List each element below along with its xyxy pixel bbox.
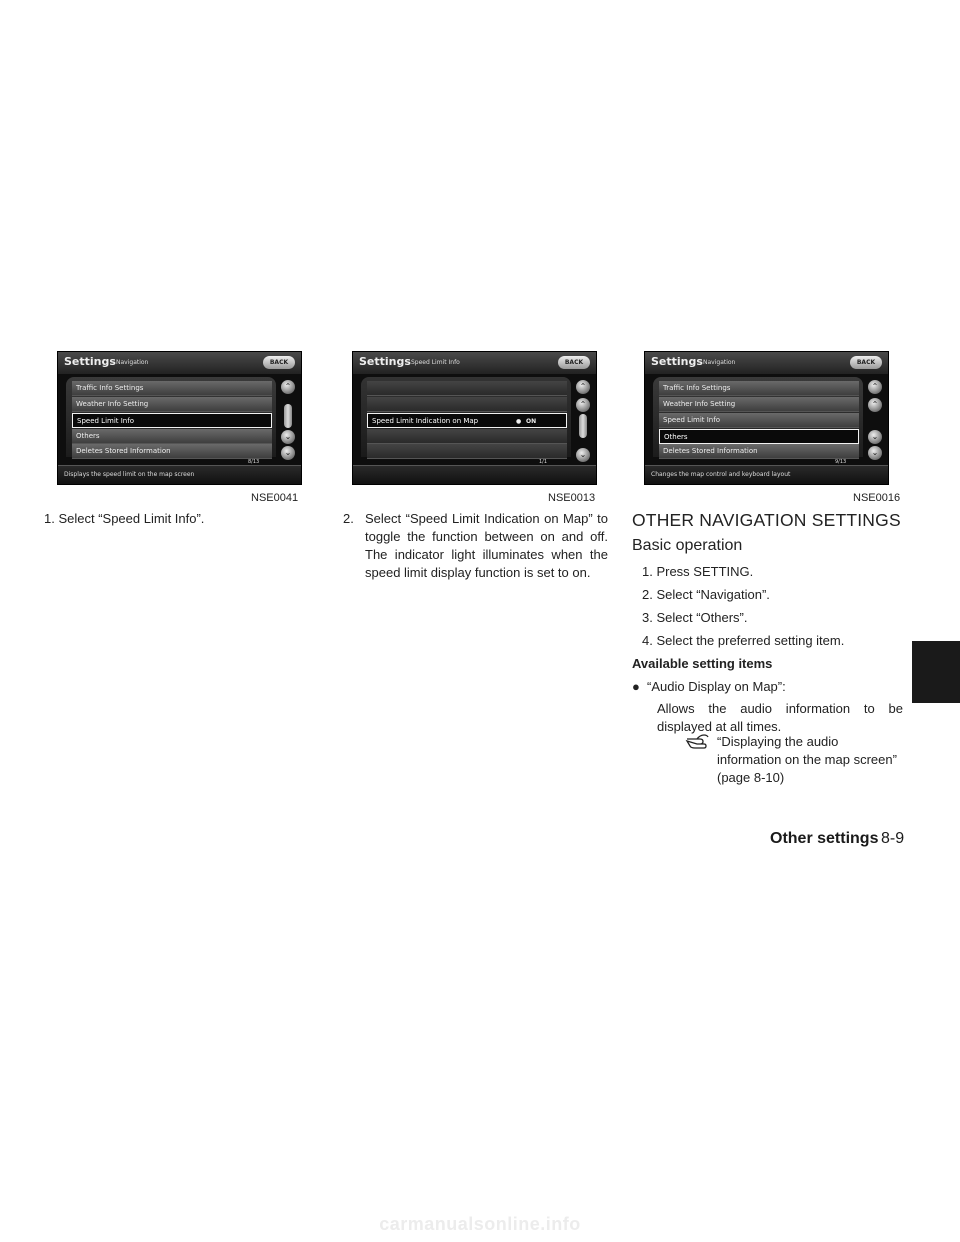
basic-step: 3. Select “Others”.	[642, 610, 748, 625]
menu-item: Deletes Stored Information	[659, 444, 859, 459]
figure-screenshot-2	[352, 351, 597, 485]
screen-title: Settings	[651, 355, 703, 368]
step-2-text: Select “Speed Limit Indication on Map” to toggle the function between on and off. The indicator light illuminates when the speed limit display function is set to on.	[365, 511, 608, 580]
screen-header	[58, 352, 301, 374]
figure-label-2: NSE0013	[548, 492, 596, 504]
screen-title: Settings	[64, 355, 116, 368]
screen-header	[645, 352, 888, 374]
menu-item: Traffic Info Settings	[659, 381, 859, 396]
scroll-down-icon: ⌄	[576, 448, 590, 462]
scroll-up-icon: ⌃	[868, 380, 882, 394]
empty-row	[367, 397, 567, 412]
screen-footer	[58, 459, 301, 484]
toggle-indicator-icon: ●	[516, 418, 522, 425]
toggle-label: ON	[526, 418, 537, 425]
footer-section-title: Other settings	[770, 830, 879, 847]
screen-subtitle: Navigation	[703, 359, 736, 366]
scrollbar	[579, 414, 587, 438]
screen-footer	[645, 459, 888, 484]
step-1: 1. Select “Speed Limit Info”.	[44, 511, 205, 526]
empty-row	[367, 381, 567, 396]
page-indicator: 1/1	[539, 459, 548, 465]
menu-item-selected: Others	[659, 429, 859, 444]
footer-page-number: 8-9	[881, 830, 905, 847]
menu-item: Speed Limit Info	[659, 413, 859, 428]
menu-item: Weather Info Setting	[72, 397, 272, 412]
scroll-down-icon: ⌄	[868, 430, 882, 444]
screen-title: Settings	[359, 355, 411, 368]
scroll-bottom-icon: ⌄	[868, 446, 882, 460]
bullet-label: “Audio Display on Map”:	[647, 679, 786, 694]
page-indicator: 8/13	[248, 459, 260, 465]
cross-reference: “Displaying the audio information on the map screen” (page 8-10)	[717, 734, 897, 785]
screen-subtitle: Navigation	[116, 359, 149, 366]
step-2-number: 2.	[343, 511, 354, 526]
menu-item: Traffic Info Settings	[72, 381, 272, 396]
figure-screenshot-3	[644, 351, 889, 485]
menu-item: Weather Info Setting	[659, 397, 859, 412]
back-button: BACK	[558, 356, 590, 369]
basic-step: 1. Press SETTING.	[642, 564, 754, 579]
page-indicator: 9/13	[835, 459, 847, 465]
figure-screenshot-1	[57, 351, 302, 485]
empty-row	[367, 429, 567, 444]
menu-item-selected	[367, 413, 567, 428]
scroll-up-icon: ⌃	[576, 398, 590, 412]
bullet-description: Allows the audio information to be displayed at all times.	[657, 701, 903, 734]
empty-row	[367, 444, 567, 459]
back-button: BACK	[850, 356, 882, 369]
screen-footer	[353, 459, 596, 484]
back-button: BACK	[263, 356, 295, 369]
reference-pointer-icon	[685, 732, 711, 752]
menu-item: Others	[72, 429, 272, 444]
scroll-up-icon: ⌃	[281, 380, 295, 394]
screen-subtitle: Speed Limit Info	[411, 359, 460, 366]
screen-description: Changes the map control and keyboard layout	[651, 471, 791, 478]
menu-item-selected: Speed Limit Info	[72, 413, 272, 428]
subsection-heading: Basic operation	[632, 537, 743, 554]
figure-label-1: NSE0041	[251, 492, 299, 504]
basic-step: 4. Select the preferred setting item.	[642, 633, 845, 648]
scroll-up-icon: ⌃	[868, 398, 882, 412]
scrollbar	[284, 404, 292, 428]
basic-step: 2. Select “Navigation”.	[642, 587, 770, 602]
figure-label-3: NSE0016	[853, 492, 901, 504]
menu-item: Deletes Stored Information	[72, 444, 272, 459]
menu-item-label: Speed Limit Indication on Map	[372, 417, 479, 425]
screen-description: Displays the speed limit on the map screen	[64, 471, 195, 478]
bullet-icon: ●	[632, 679, 640, 694]
items-heading: Available setting items	[632, 656, 773, 671]
chapter-tab-marker	[912, 641, 960, 703]
screen-header	[353, 352, 596, 374]
watermark: carmanualsonline.info	[379, 1214, 581, 1234]
scroll-down-icon: ⌄	[281, 430, 295, 444]
scroll-bottom-icon: ⌄	[281, 446, 295, 460]
scroll-up-icon: ⌃	[576, 380, 590, 394]
section-heading: OTHER NAVIGATION SETTINGS	[632, 510, 901, 530]
